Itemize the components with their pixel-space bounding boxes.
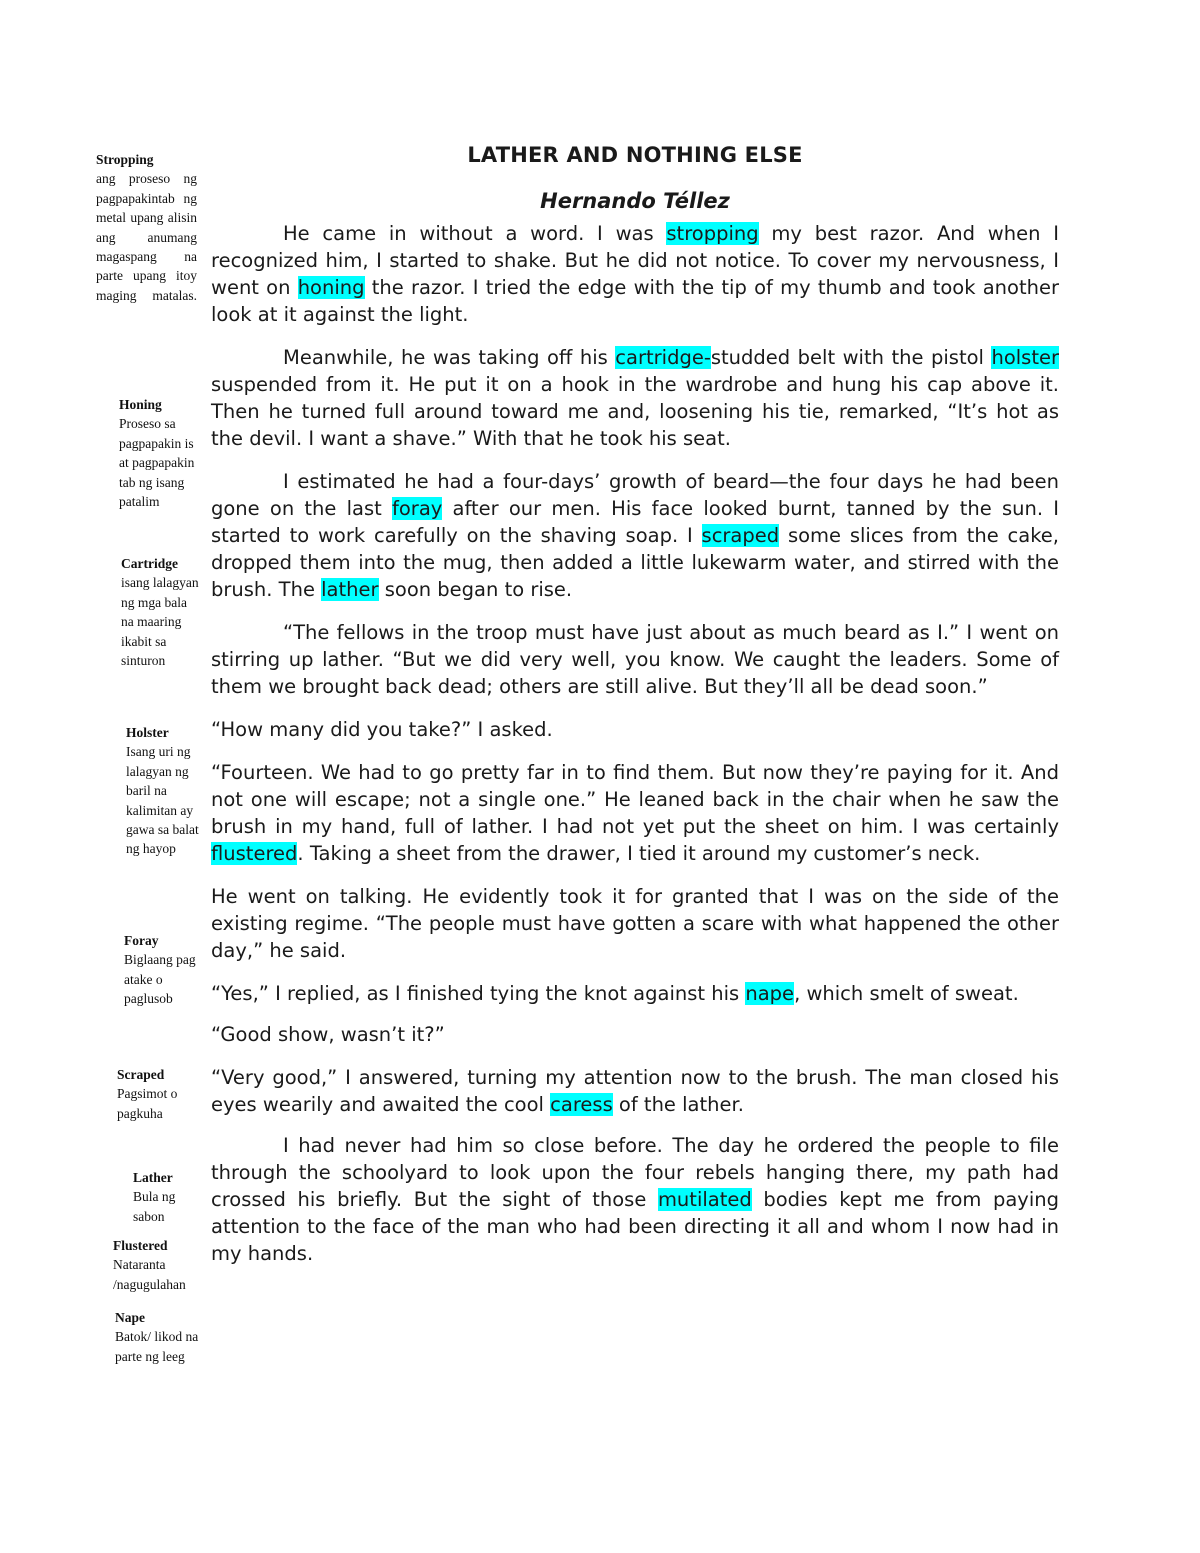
paragraph [211,1021,1059,1048]
text-run: I had never had him so close before. The day he ordered the people to file through the schoolyard to look upon the four rebels hanging there, my path had crossed his briefly. But the sight of those [211,1134,1059,1211]
article [211,140,1059,1283]
glossary-definition: Biglaang pag atake o paglusob [124,952,196,1007]
glossary-definition: Bula ng sabon [133,1189,176,1224]
document-title: LATHER AND NOTHING ELSE [467,143,803,167]
highlighted-term: nape [745,982,795,1005]
glossary-term: Flustered [113,1238,168,1253]
glossary-entry-scraped [117,1065,197,1123]
glossary-entry-nape [115,1308,199,1366]
glossary-entry-lather [133,1168,199,1226]
paragraph [211,759,1059,867]
glossary-definition: Isang uri ng lalagyan ng baril na kalimitan ay gawa sa balat ng hayop [126,744,199,857]
highlighted-term: stropping [666,222,759,245]
highlighted-term: flustered [211,842,298,865]
text-run: “How many did you take?” I asked. [211,718,553,741]
text-run: suspended from it. He put it on a hook in the wardrobe and hung his cap above it. Then he turned full around toward me and, loosening his tie, remarked, “It’s hot as the devil. I want a shave.” With that he took his seat. [211,373,1059,450]
text-run: my best razor. And when I recognized him, I started to shake. But he did not notice. To cover my nervousness, I went on [211,222,1059,299]
glossary-entry-flustered [113,1236,201,1294]
highlighted-term: caress [550,1093,613,1116]
text-run: soon began to rise. [378,578,573,601]
glossary-definition: isang lalagyan ng mga bala na maaring ikabit sa sinturon [121,575,199,669]
text-run: after our men. His face looked burnt, tanned by the sun. I started to work carefully on the shaving soap. I [211,497,1059,547]
paragraph [211,883,1059,964]
glossary-entry-holster [126,723,200,859]
paragraph [211,220,1059,328]
glossary-definition: Pagsimot o pagkuha [117,1086,178,1121]
text-run: I estimated he had a four-days’ growth of beard—the four days he had been gone on the last [211,470,1059,520]
text-run: , which smelt of sweat. [794,982,1019,1005]
highlighted-term: holster [991,346,1059,369]
glossary-definition: Nataranta /nagugulahan [113,1257,186,1292]
glossary-term: Stropping [96,152,154,167]
glossary-definition: Batok/ likod na parte ng leeg [115,1329,199,1364]
text-run: “Good show, wasn’t it?” [211,1023,445,1046]
text-run: He came in without a word. I was [283,222,667,245]
document-author: Hernando Téllez [540,189,730,213]
paragraph [211,1132,1059,1267]
text-run: “Very good,” I answered, turning my attention now to the brush. The man closed his eyes wearily and awaited the cool [211,1066,1059,1116]
text-run: bodies kept me from paying attention to the face of the man who had been directing it all and whom I now had in my hands. [211,1188,1060,1265]
glossary-definition: Proseso sa pagpapakin is at pagpapakin tab ng isang patalim [119,416,195,510]
highlighted-term: foray [392,497,443,520]
text-run: some slices from the cake, dropped them into the mug, then added a little lukewarm water, and stirred with the brush. The [211,524,1059,601]
glossary-entry-foray [124,931,200,1009]
highlighted-term: scraped [701,524,780,547]
paragraph [211,980,1059,1007]
glossary-term: Nape [115,1310,145,1325]
text-run: “The fellows in the troop must have just about as much beard as I.” I went on stirring up lather. “But we did very well, you know. We caught the leaders. Some of them we brought back dead; others are still alive. But they’ll all be dead soon.” [211,621,1059,698]
text-run: of the lather. [612,1093,744,1116]
text-run: He went on talking. He evidently took it for granted that I was on the side of the existing regime. “The people must have gotten a scare with what happened the other day,” he said. [211,885,1059,962]
paragraph [211,619,1059,700]
paragraph [211,1064,1059,1118]
glossary-term: Foray [124,933,159,948]
paragraph [211,468,1059,603]
glossary-term: Cartridge [121,556,178,571]
glossary-entry-cartridge [121,554,201,670]
text-run: studded belt with the pistol [710,346,992,369]
glossary-definition: ang proseso ng pagpapakintab ng metal upang alisin ang anumang magaspang na parte upang itoy maging matalas. [96,171,197,303]
glossary-term: Lather [133,1170,173,1185]
text-run: “Yes,” I replied, as I finished tying the knot against his [211,982,746,1005]
paragraph [211,344,1059,452]
paragraph [211,716,1059,743]
text-run: Meanwhile, he was taking off his [283,346,616,369]
glossary-term: Holster [126,725,169,740]
text-run: . Taking a sheet from the drawer, I tied it around my customer’s neck. [297,842,981,865]
text-run: the razor. I tried the edge with the tip of my thumb and took another look at it against the light. [211,276,1059,326]
glossary-entry-honing [119,395,197,511]
highlighted-term: cartridge- [615,346,711,369]
glossary-term: Honing [119,397,162,412]
glossary-entry-stropping [96,150,197,305]
text-run: “Fourteen. We had to go pretty far in to find them. But now they’re paying for it. And not one will escape; not a single one.” He leaned back in the chair when he saw the brush in my hand, full of lather. I had not yet put the sheet on him. I was certainly [211,761,1059,838]
glossary-term: Scraped [117,1067,165,1082]
highlighted-term: honing [297,276,365,299]
highlighted-term: lather [321,578,379,601]
highlighted-term: mutilated [657,1188,752,1211]
